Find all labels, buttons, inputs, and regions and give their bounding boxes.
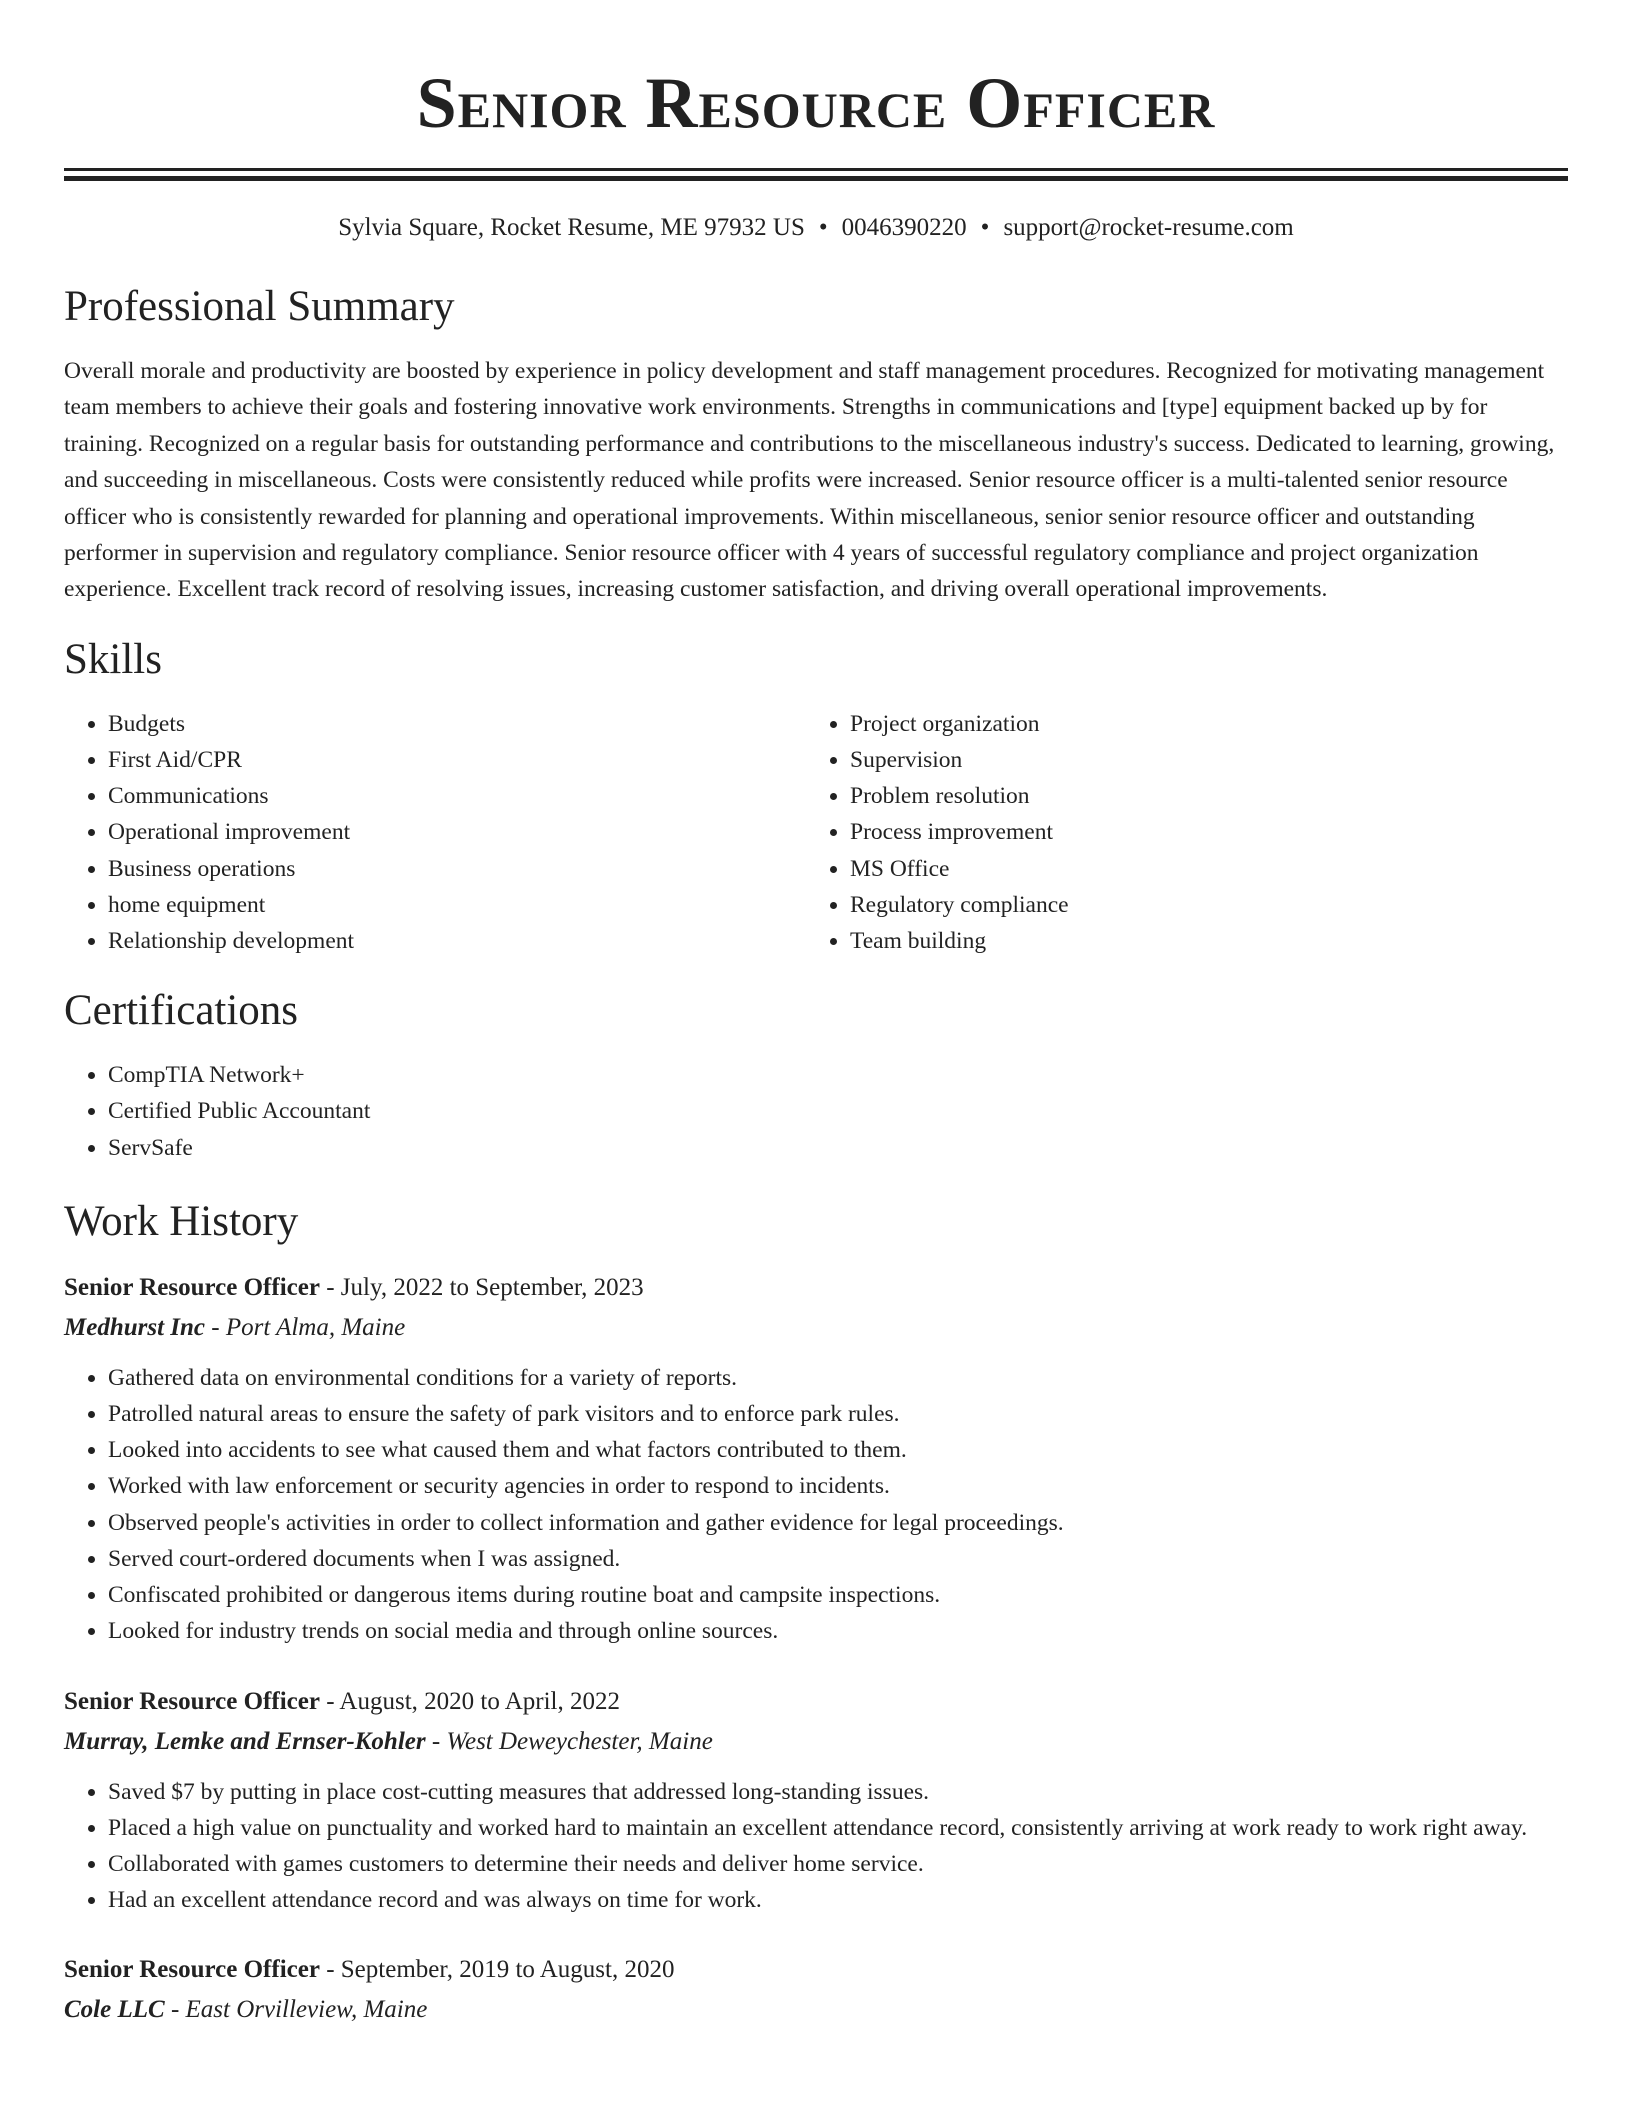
job-company-line: Medhurst Inc - Port Alma, Maine — [64, 1313, 406, 1341]
job-title-line: Senior Resource Officer - September, 2019 to August, 2020 — [64, 1956, 675, 1984]
header-rule-top — [64, 168, 1568, 171]
job-bullet: • Served court-ordered documents when I was assigned. — [108, 1541, 1568, 1577]
skill-item: • Budgets — [108, 706, 806, 742]
skill-item: • Operational improvement — [108, 814, 806, 850]
contact-separator: • — [980, 214, 990, 241]
job-title: Senior Resource Officer — [64, 1687, 320, 1715]
summary-heading: Professional Summary — [64, 283, 455, 330]
certification-item: • CompTIA Network+ — [108, 1057, 1568, 1093]
certifications-list — [64, 1057, 1568, 1166]
certifications-heading: Certifications — [64, 987, 299, 1035]
skills-list-left — [64, 706, 806, 959]
job-company: Murray, Lemke and Ernser-Kohler — [64, 1727, 426, 1755]
job-bullet: • Placed a high value on punctuality and worked hard to maintain an excellent attendance record, consistently arriving at work ready to work right away. — [108, 1810, 1568, 1846]
job-dates: September, 2019 to August, 2020 — [340, 1956, 675, 1984]
skills-grid — [64, 706, 1568, 959]
summary-section — [64, 281, 1568, 608]
job-dates: July, 2022 to September, 2023 — [340, 1273, 644, 1301]
contact-separator: • — [818, 214, 828, 241]
job-location: West Deweychester, Maine — [446, 1727, 713, 1755]
job-company-line: Cole LLC - East Orvilleview, Maine — [64, 1996, 428, 2024]
contact-line — [64, 211, 1568, 245]
job-bullet: • Looked for industry trends on social media and through online sources. — [108, 1613, 1568, 1649]
work-history-section — [64, 1196, 1568, 2030]
skill-item: • Process improvement — [850, 814, 1548, 850]
job-entry — [64, 1268, 1568, 1650]
job-location: Port Alma, Maine — [225, 1313, 406, 1341]
skill-item: • Project organization — [850, 706, 1548, 742]
skill-item: • Regulatory compliance — [850, 887, 1548, 923]
job-entry — [64, 1682, 1568, 1919]
certification-item: • Certified Public Accountant — [108, 1093, 1568, 1129]
skill-item: • Supervision — [850, 742, 1548, 778]
job-title-line: Senior Resource Officer - August, 2020 to April, 2022 — [64, 1687, 620, 1715]
job-title-line: Senior Resource Officer - July, 2022 to September, 2023 — [64, 1273, 644, 1301]
job-entry — [64, 1950, 1568, 2030]
job-bullet: • Gathered data on environmental conditions for a variety of reports. — [108, 1360, 1568, 1396]
skills-heading: Skills — [64, 635, 162, 683]
skills-list-right — [806, 706, 1548, 959]
job-company: Medhurst Inc — [64, 1313, 206, 1341]
job-company-line: Murray, Lemke and Ernser-Kohler - West Deweychester, Maine — [64, 1727, 713, 1755]
skill-item: • Relationship development — [108, 923, 806, 959]
job-bullet: • Collaborated with games customers to determine their needs and deliver home service. — [108, 1846, 1568, 1882]
job-bullet: • Observed people's activities in order to collect information and gather evidence for legal proceedings. — [108, 1505, 1568, 1541]
job-bullet-list — [64, 1774, 1568, 1919]
summary-text: Overall morale and productivity are boosted by experience in policy development and staff management procedures. Recognized for motivating management team members to achieve their goals and fostering innovative work environments. Strengths in communications and [type] equipment backed up by for training. Recognized on a regular basis for outstanding performance and contributions to the miscellaneous industry's success. Dedicated to learning, growing, and succeeding in miscellaneous. Costs were consistently reduced while profits were increased. Senior resource officer is a multi-talented senior resource officer who is consistently rewarded for planning and operational improvements. Within miscellaneous, senior senior resource officer and outstanding performer in supervision and regulatory compliance. Senior resource officer with 4 years of successful regulatory compliance and project organization experience. Excellent track record of resolving issues, increasing customer satisfaction, and driving overall operational improvements. — [64, 358, 1555, 603]
job-bullet: • Confiscated prohibited or dangerous items during routine boat and campsite inspections. — [108, 1577, 1568, 1613]
skill-item: • Team building — [850, 923, 1548, 959]
job-bullet: • Saved $7 by putting in place cost-cutting measures that addressed long-standing issues. — [108, 1774, 1568, 1810]
resume-name: Senior Resource Officer — [416, 63, 1216, 143]
skill-item: • Business operations — [108, 851, 806, 887]
certification-item: • ServSafe — [108, 1130, 1568, 1166]
skills-section — [64, 634, 1568, 959]
job-location: East Orvilleview, Maine — [185, 1996, 428, 2024]
skills-column-left — [64, 706, 806, 959]
skills-column-right — [806, 706, 1548, 959]
header-rule-bottom — [64, 176, 1568, 181]
skill-item: • home equipment — [108, 887, 806, 923]
job-company: Cole LLC — [64, 1996, 165, 2024]
job-bullet: • Worked with law enforcement or security agencies in order to respond to incidents. — [108, 1468, 1568, 1504]
job-bullet: • Patrolled natural areas to ensure the safety of park visitors and to enforce park rules. — [108, 1396, 1568, 1432]
certifications-section — [64, 985, 1568, 1166]
job-bullet: • Had an excellent attendance record and was always on time for work. — [108, 1882, 1568, 1918]
job-bullet-list — [64, 1360, 1568, 1650]
job-bullet: • Looked into accidents to see what caused them and what factors contributed to them. — [108, 1432, 1568, 1468]
resume-page — [64, 0, 1568, 2030]
job-title: Senior Resource Officer — [64, 1273, 320, 1301]
skill-item: • First Aid/CPR — [108, 742, 806, 778]
skill-item: • Problem resolution — [850, 778, 1548, 814]
job-dates: August, 2020 to April, 2022 — [339, 1687, 620, 1715]
skill-item: • MS Office — [850, 851, 1548, 887]
work-history-heading: Work History — [64, 1197, 299, 1245]
skill-item: • Communications — [108, 778, 806, 814]
contact-phone: 0046390220 — [841, 214, 967, 241]
job-title: Senior Resource Officer — [64, 1956, 320, 1984]
contact-address: Sylvia Square, Rocket Resume, ME 97932 US — [338, 214, 805, 241]
contact-email: support@rocket-resume.com — [1003, 214, 1294, 241]
